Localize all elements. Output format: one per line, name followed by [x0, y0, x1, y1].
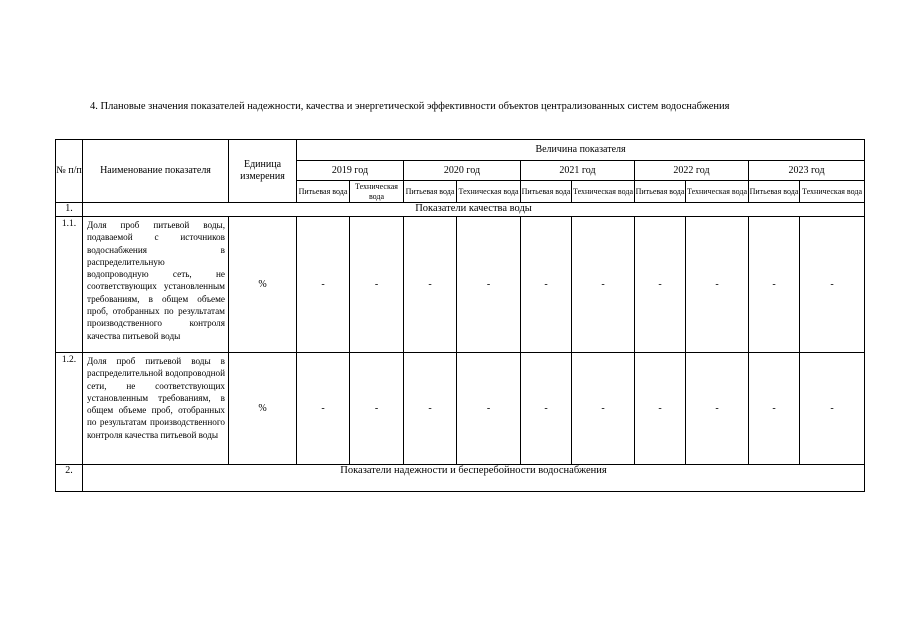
value-cell: -	[297, 217, 350, 353]
unit-cell: %	[229, 353, 297, 465]
table-row	[56, 217, 865, 353]
sub-header-technical: Техническая вода	[800, 181, 865, 203]
section-row	[56, 203, 865, 217]
col-num-header: № п/п	[56, 140, 83, 203]
value-cell: -	[572, 353, 635, 465]
year-header: 2022 год	[635, 161, 749, 181]
value-cell: -	[457, 353, 521, 465]
value-cell: -	[635, 353, 686, 465]
value-cell: -	[521, 353, 572, 465]
sub-header-drinking: Питьевая вода	[404, 181, 457, 203]
sub-header-drinking: Питьевая вода	[635, 181, 686, 203]
section-row	[56, 465, 865, 492]
row-number: 1.2.	[56, 353, 83, 465]
row-number: 1.1.	[56, 217, 83, 353]
value-header: Величина показателя	[297, 140, 865, 161]
sub-header-drinking: Питьевая вода	[297, 181, 350, 203]
sub-header-technical: Техническая вода	[350, 181, 404, 203]
section-number: 2.	[56, 465, 83, 492]
sub-header-drinking: Питьевая вода	[521, 181, 572, 203]
year-header: 2021 год	[521, 161, 635, 181]
value-cell: -	[404, 353, 457, 465]
year-header: 2019 год	[297, 161, 404, 181]
indicators-table	[55, 139, 865, 492]
sub-header-drinking: Питьевая вода	[749, 181, 800, 203]
value-cell: -	[521, 217, 572, 353]
value-cell: -	[749, 217, 800, 353]
year-header: 2020 год	[404, 161, 521, 181]
value-cell: -	[686, 353, 749, 465]
value-cell: -	[800, 353, 865, 465]
header-row	[56, 140, 865, 161]
col-unit-header: Единица измерения	[229, 140, 297, 203]
value-cell: -	[350, 353, 404, 465]
value-cell: -	[297, 353, 350, 465]
value-cell: -	[635, 217, 686, 353]
sub-header-technical: Техническая вода	[457, 181, 521, 203]
section-title: Показатели качества воды	[83, 203, 865, 217]
table-row	[56, 353, 865, 465]
sub-header-technical: Техническая вода	[686, 181, 749, 203]
value-cell: -	[800, 217, 865, 353]
indicator-name: Доля проб питьевой воды в распределительной водопроводной сети, не соответствующих установленным требованиям, в общем объеме проб, отобранных по результатам производственного контроля качества питьевой воды	[83, 353, 229, 465]
indicator-name: Доля проб питьевой воды, подаваемой с источников водоснабжения в распределительную водопроводную сеть, не соответствующих установленным требованиям, в общем объеме проб, отобранных по результатам производственного контроля качества питьевой воды	[83, 217, 229, 353]
value-cell: -	[749, 353, 800, 465]
col-name-header: Наименование показателя	[83, 140, 229, 203]
value-cell: -	[686, 217, 749, 353]
unit-cell: %	[229, 217, 297, 353]
section-number: 1.	[56, 203, 83, 217]
section-title: Показатели надежности и бесперебойности водоснабжения	[83, 465, 865, 492]
value-cell: -	[572, 217, 635, 353]
value-cell: -	[457, 217, 521, 353]
value-cell: -	[350, 217, 404, 353]
section-heading: 4. Плановые значения показателей надежности, качества и энергетической эффективности объектов централизованных систем водоснабжения	[90, 101, 730, 112]
value-cell: -	[404, 217, 457, 353]
year-header: 2023 год	[749, 161, 865, 181]
sub-header-technical: Техническая вода	[572, 181, 635, 203]
